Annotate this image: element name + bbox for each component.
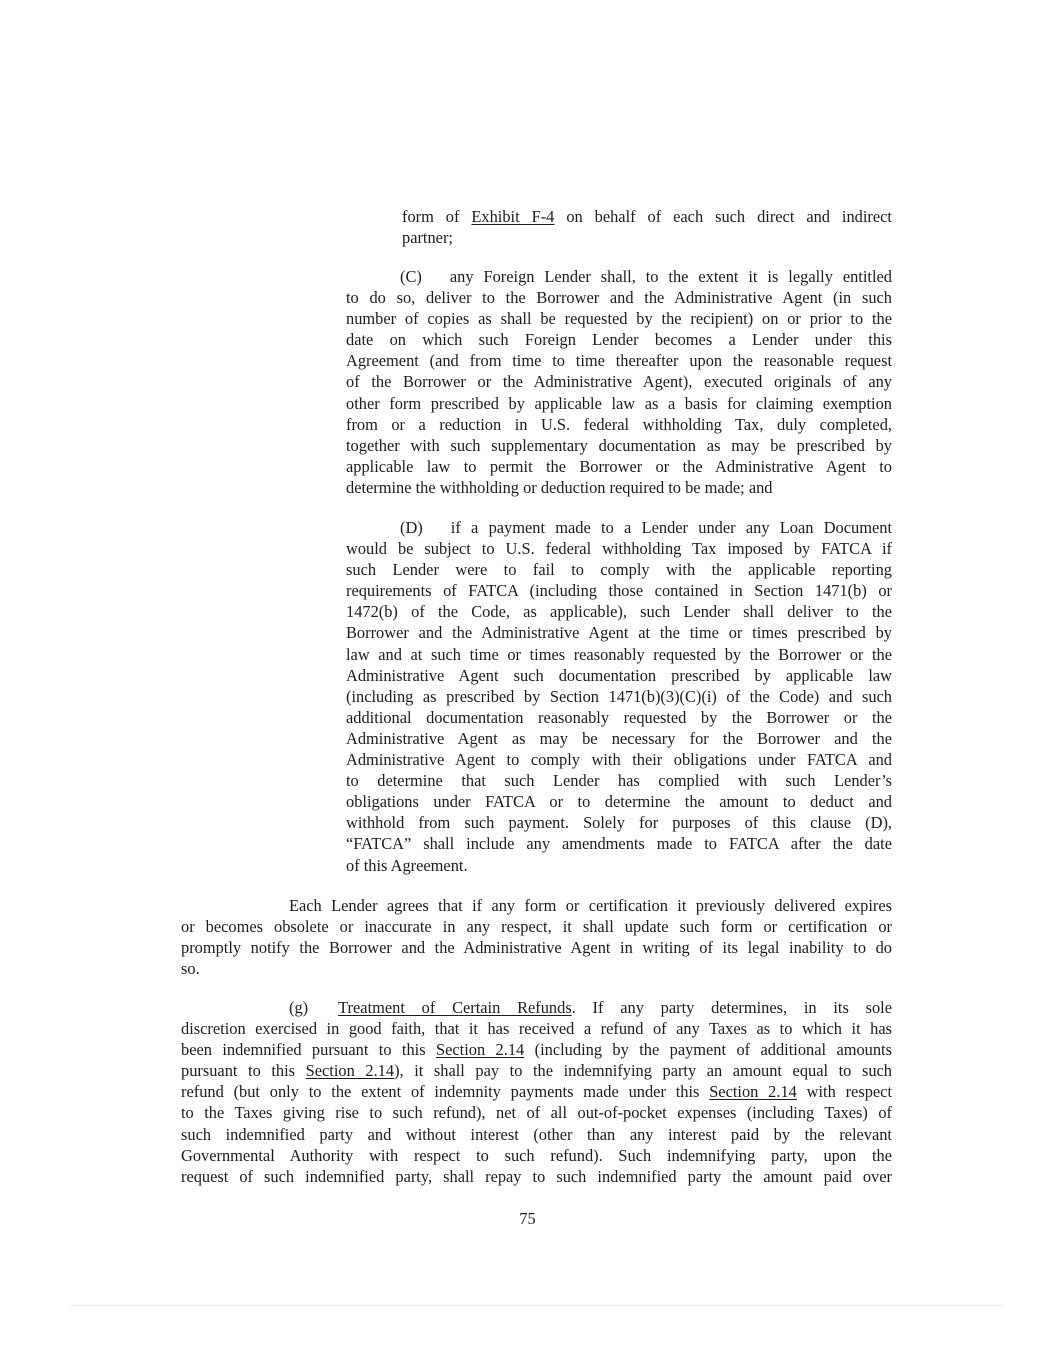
text-line: so. xyxy=(181,959,200,979)
text-line: of the Borrower or the Administrative Agent), executed originals of any xyxy=(346,372,892,392)
text-line: requirements of FATCA (including those contained in Section 1471(b) or xyxy=(346,581,892,601)
text-line: form of Exhibit F-4 on behalf of each such direct and indirect xyxy=(402,207,892,226)
lender-update-paragraph xyxy=(181,895,892,979)
text-line: (D) if a payment made to a Lender under any Loan Document xyxy=(400,518,892,537)
text-line: to determine that such Lender has complied with such Lender’s xyxy=(346,771,892,791)
text-line: other form prescribed by applicable law as a basis for claiming exemption xyxy=(346,393,892,413)
text-line: to do so, deliver to the Borrower and the Administrative Agent (in such xyxy=(346,288,892,308)
text-line: partner; xyxy=(402,228,453,248)
text-line: date on which such Foreign Lender becomes a Lender under this xyxy=(346,330,892,350)
text-line: Administrative Agent such documentation prescribed by applicable law xyxy=(346,665,892,685)
text-line: of this Agreement. xyxy=(346,855,468,875)
clause-c xyxy=(346,266,892,498)
text-line: refund (but only to the extent of indemnity payments made under this Section 2.14 with respect xyxy=(181,1082,892,1102)
text-line: such indemnified party and without interest (other than any interest paid by the relevant xyxy=(181,1124,892,1144)
text-line: Borrower and the Administrative Agent at the time or times prescribed by xyxy=(346,623,892,643)
text-line: determine the withholding or deduction required to be made; and xyxy=(346,477,773,497)
text-line: 1472(b) of the Code, as applicable), such Lender shall deliver to the xyxy=(346,602,892,622)
section-heading: Treatment of Certain Refunds xyxy=(338,998,572,1017)
text-line: to the Taxes giving rise to such refund), net of all out-of-pocket expenses (including Taxes) of xyxy=(181,1103,892,1123)
page-number: 75 xyxy=(519,1209,536,1228)
text-line: Agreement (and from time to time thereafter upon the reasonable request xyxy=(346,351,892,371)
text-line: or becomes obsolete or inaccurate in any respect, it shall update such form or certification or xyxy=(181,917,892,937)
clause-label: (D) xyxy=(400,518,423,537)
text-line: pursuant to this Section 2.14), it shall pay to the indemnifying party an amount equal to such xyxy=(181,1061,892,1081)
text-line: “FATCA” shall include any amendments made to FATCA after the date xyxy=(346,834,892,854)
clause-label: (C) xyxy=(400,267,422,286)
text-line: applicable law to permit the Borrower or the Administrative Agent to xyxy=(346,456,892,476)
exhibit-reference: Exhibit F-4 xyxy=(471,207,555,226)
text-line: from or a reduction in U.S. federal withholding Tax, duly completed, xyxy=(346,414,892,434)
text-line: (C) any Foreign Lender shall, to the extent it is legally entitled xyxy=(400,267,892,286)
text-line: been indemnified pursuant to this Section 2.14 (including by the payment of additional amounts xyxy=(181,1040,892,1060)
text-line: additional documentation reasonably requested by the Borrower or the xyxy=(346,707,892,727)
text-line: withhold from such payment. Solely for purposes of this clause (D), xyxy=(346,813,892,833)
clause-g-treatment-of-refunds xyxy=(181,997,892,1187)
text-line: law and at such time or times reasonably requested by the Borrower or the xyxy=(346,644,892,664)
section-reference: Section 2.14 xyxy=(709,1082,797,1102)
text-line: Governmental Authority with respect to such refund). Such indemnifying party, upon the xyxy=(181,1145,892,1165)
text-line: would be subject to U.S. federal withholding Tax imposed by FATCA if xyxy=(346,539,892,559)
text-line: Administrative Agent as may be necessary for the Borrower and the xyxy=(346,728,892,748)
paragraph-b-continuation xyxy=(402,206,892,248)
text-line: Each Lender agrees that if any form or certification it previously delivered expires xyxy=(289,896,892,915)
section-reference: Section 2.14 xyxy=(305,1061,395,1081)
text-line: (including as prescribed by Section 1471(b)(3)(C)(i) of the Code) and such xyxy=(346,686,892,706)
text-line: discretion exercised in good faith, that it has received a refund of any Taxes as to which it has xyxy=(181,1019,892,1039)
text-line: number of copies as shall be requested by the recipient) on or prior to the xyxy=(346,309,892,329)
text-line: (g) Treatment of Certain Refunds. If any party determines, in its sole xyxy=(289,998,893,1017)
clause-label: (g) xyxy=(289,998,309,1017)
section-reference: Section 2.14 xyxy=(436,1040,525,1060)
text-line: Administrative Agent to comply with their obligations under FATCA and xyxy=(346,750,892,770)
text-line: request of such indemnified party, shall repay to such indemnified party the amount paid over xyxy=(181,1166,892,1186)
text-line: obligations under FATCA or to determine the amount to deduct and xyxy=(346,792,892,812)
scan-edge-divider xyxy=(70,1305,1005,1306)
text-line: such Lender were to fail to comply with the applicable reporting xyxy=(346,560,892,580)
text-line: promptly notify the Borrower and the Administrative Agent in writing of its legal inability to do xyxy=(181,938,892,958)
clause-d xyxy=(346,517,892,876)
text-line: together with such supplementary documentation as may be prescribed by xyxy=(346,435,892,455)
